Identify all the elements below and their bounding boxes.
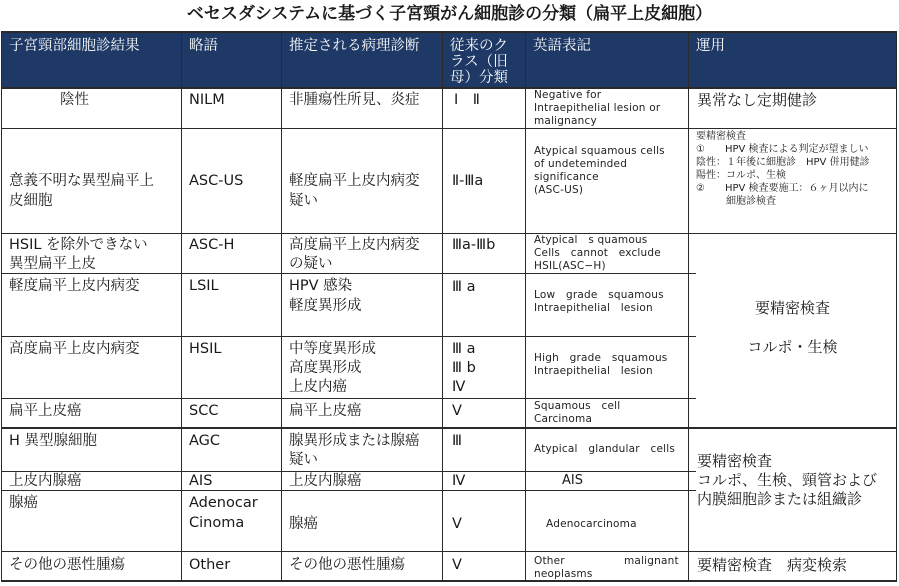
cell-english-line: High grade squamous [534,352,668,364]
cell-english-line: malignancy [534,115,597,127]
cell-management: 異常なし定期健診 [697,91,818,109]
cell-diagnosis-line: 疑い [289,452,318,468]
header-class-line: 従来のク [450,38,508,54]
glandular-management-line: 要精密検査 [697,452,773,470]
cell-class: Ⅳ [452,473,466,489]
cell-diagnosis: 非腫瘍性所見、炎症 [289,92,420,108]
rule [1,31,2,582]
cell-diagnosis-line: 上皮内癌 [289,379,347,395]
cell-english-line: malignant [624,555,679,567]
cell-english-line: Negative for [534,89,602,101]
rule [1,580,897,582]
rule [1,87,897,89]
cell-result: 腺癌 [9,495,38,511]
glandular-management-line: コルポ、生検、頸管および [697,471,878,489]
cell-class: Ⅲ [452,433,462,449]
cell-abbr-line: Adenocar [189,495,258,511]
cell-result: 軽度扁平上皮内病変 [9,278,140,294]
cell-english-line: HSIL(ASC−H) [534,260,606,272]
cell-diagnosis-line: 高度扁平上皮内病変 [289,237,420,253]
cell-english: Atypical glandular cells [534,443,676,455]
rule [281,31,282,582]
cell-english-line: neoplasms [534,568,593,580]
page-title: ベセスダシステムに基づく子宮頸がん細胞診の分類（扁平上皮細胞） [186,4,713,24]
cell-english-line: Intraepithelial lesion [534,302,653,314]
cell-abbr: Other [189,557,231,573]
header-result: 子宮頸部細胞診結果 [9,38,140,54]
cell-diagnosis-line: 軽度異形成 [289,298,362,314]
glandular-management-line: 内膜細胞診または組織診 [697,490,863,508]
cell-english: Adenocarcinoma [546,518,637,530]
cell-management-line: ② HPV 検査要施工：６ヶ月以内に [696,183,869,194]
cell-english-line: Atypical squamous cells [534,145,665,157]
cell-english-line: (ASC-US) [534,184,584,196]
cell-diagnosis-line: 疑い [289,193,318,209]
cell-english-line: Other [534,555,565,567]
cell-result-line: HSIL を除外できない [9,237,148,253]
cell-english-line: of undeteminded [534,158,628,170]
cell-class-line: Ⅲ a [452,341,476,357]
cell-result: 陰性 [60,92,89,108]
cell-english-line: Squamous cell [534,400,621,412]
cell-english-line: Low grade squamous [534,289,664,301]
cell-result: その他の悪性腫瘍 [9,557,125,573]
cell-english-line: Intraepithelial lesion or [534,102,661,114]
rule [1,128,897,129]
header-abbr: 略語 [189,38,218,54]
header-management: 運用 [696,38,725,54]
rule [1,336,696,337]
header-english: 英語表記 [533,38,591,54]
cell-english-line: Cells cannot exclude [534,247,661,259]
cell-result-line: 異型扁平上皮 [9,256,96,272]
cell-english: AIS [562,473,583,488]
cell-english-line: significance [534,171,599,183]
cell-diagnosis-line: 中等度異形成 [289,341,376,357]
cell-result: 高度扁平上皮内病変 [9,341,140,357]
cell-abbr-line: Cinoma [189,515,245,531]
cell-result: H 異型腺細胞 [9,433,98,449]
rule [1,551,897,552]
cell-english-line: Atypical s quamous [534,234,648,246]
rule [442,31,443,582]
cell-diagnosis-line: 高度異形成 [289,360,362,376]
cell-abbr: LSIL [189,278,219,294]
cell-diagnosis-line: の疑い [289,256,333,272]
rule [1,398,696,399]
cell-management-line: 陰性：１年後に細胞診 HPV 併用健診 [696,157,870,168]
cell-management-line: 細胞診検査 [696,196,776,207]
cell-result-line: 意義不明な異型扁平上 [9,173,154,189]
rule [1,31,897,33]
cell-class: Ⅱ-Ⅲa [452,173,484,189]
cell-management: 要精密検査 病変検索 [697,556,848,574]
rule [525,31,526,582]
cell-result: 上皮内腺癌 [9,473,82,489]
rule [1,427,897,429]
cell-result-line: 皮細胞 [9,193,53,209]
cell-class-line: Ⅳ [452,379,466,395]
cell-abbr: AIS [189,473,213,489]
cell-class: Ⅴ [452,516,462,532]
cell-management-line: 要精密検査 [696,131,746,142]
squamous-management-line2: コルポ・生検 [747,338,838,356]
cell-diagnosis: 腺癌 [289,516,318,532]
cell-diagnosis-line: HPV 感染 [289,278,353,294]
cell-class-line: Ⅲ b [452,360,476,376]
cell-result: 扁平上皮癌 [9,403,82,419]
cell-diagnosis-line: 軽度扁平上皮内病変 [289,173,420,189]
rule [181,31,182,582]
header-class-line: 母）分類 [450,70,508,86]
cell-diagnosis-line: 腺異形成または腺癌 [289,433,420,449]
rule [1,273,696,274]
header-diagnosis: 推定される病理診断 [289,38,420,54]
cell-abbr: AGC [189,433,221,449]
cell-diagnosis: 上皮内腺癌 [289,473,362,489]
rule [1,233,897,234]
cell-abbr: HSIL [189,341,222,357]
cell-abbr: SCC [189,403,219,419]
squamous-management-line1: 要精密検査 [754,299,830,317]
cell-abbr: NILM [189,92,225,108]
cell-diagnosis: その他の悪性腫瘍 [289,557,405,573]
cell-abbr: ASC-US [189,173,244,189]
cell-class: Ⅴ [452,403,462,419]
cell-class: Ⅴ [452,557,462,573]
cell-management-line: ① HPV 検査による判定が望ましい [696,144,869,155]
cell-english-line: Intraepithelial lesion [534,365,653,377]
header-class-line: ラス（旧 [450,54,508,70]
cell-english-line: Carcinoma [534,413,593,425]
rule [896,31,897,582]
cell-diagnosis: 扁平上皮癌 [289,403,362,419]
cell-management-line: 陽性：コルポ、生検 [696,170,786,181]
cell-class: Ⅲ a [452,279,476,295]
cell-class: Ⅲa-Ⅲb [452,237,496,253]
cell-abbr: ASC-H [189,237,235,253]
cell-class: Ⅰ Ⅱ [454,92,480,108]
